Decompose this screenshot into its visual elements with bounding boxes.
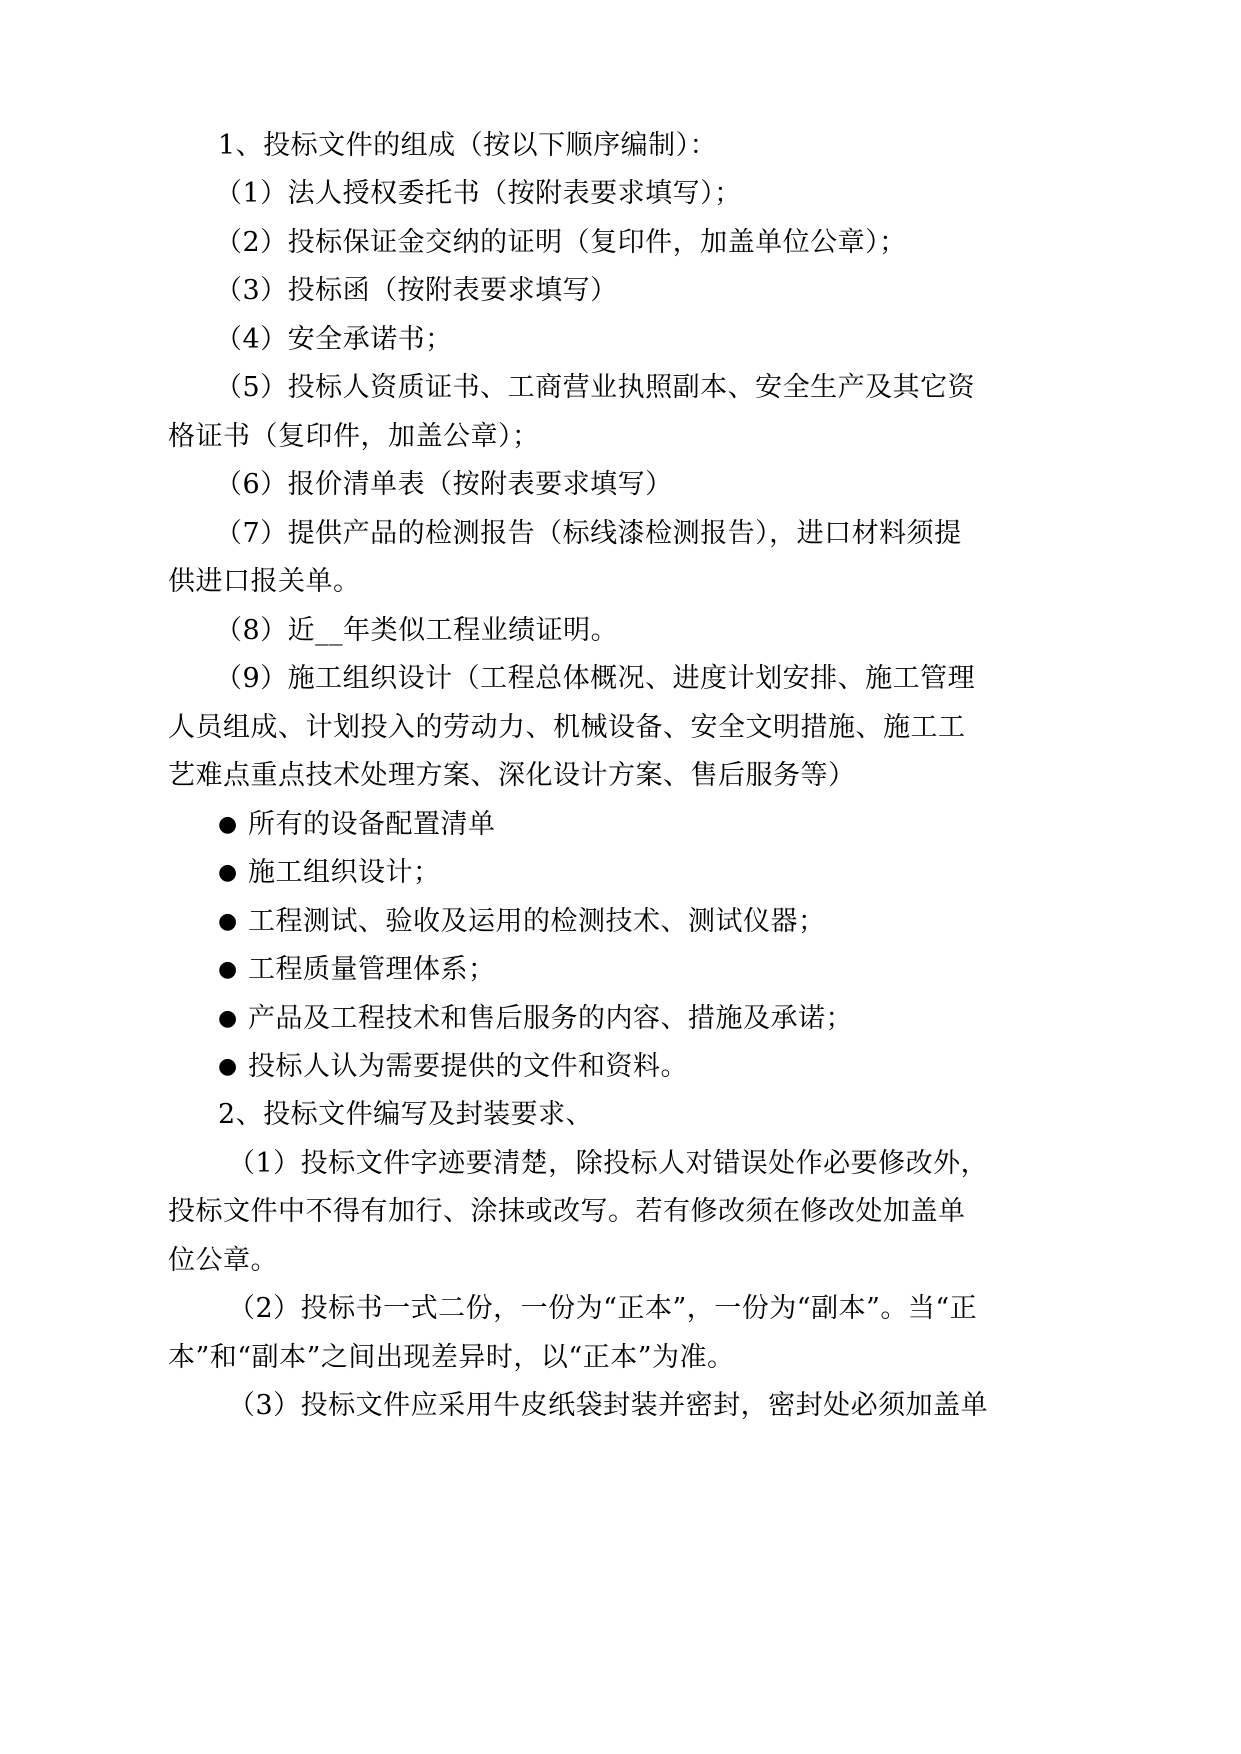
bullet-icon: ● <box>218 1054 238 1079</box>
list-item: （8）近__年类似工程业绩证明。 <box>215 615 619 646</box>
bullet-item: 施工组织设计； <box>248 857 441 888</box>
bullet-item: 工程质量管理体系； <box>248 954 496 985</box>
bullet-item: 投标人认为需要提供的文件和资料。 <box>248 1051 688 1082</box>
list-item: （1）投标文件字迹要清楚，除投标人对错误处作必要修改外， <box>228 1148 989 1179</box>
list-item: （5）投标人资质证书、工商营业执照副本、安全生产及其它资 <box>215 372 976 403</box>
bullet-item: 产品及工程技术和售后服务的内容、措施及承诺； <box>248 1003 853 1034</box>
list-item: （4）安全承诺书； <box>215 324 453 355</box>
bullet-item: 工程测试、验收及运用的检测技术、测试仪器； <box>248 906 826 937</box>
list-item-continuation: 本”和“副本”之间出现差异时，以“正本”为准。 <box>168 1342 735 1373</box>
list-item: （9）施工组织设计（工程总体概况、进度计划安排、施工管理 <box>215 663 976 694</box>
list-item-continuation: 人员组成、计划投入的劳动力、机械设备、安全文明措施、施工工 <box>168 712 966 743</box>
list-item-continuation: 艺难点重点技术处理方案、深化设计方案、售后服务等） <box>168 760 856 791</box>
list-item: （2）投标书一式二份，一份为“正本”，一份为“副本”。当“正 <box>228 1293 978 1324</box>
bullet-item: 所有的设备配置清单 <box>248 809 496 840</box>
list-item: （3）投标文件应采用牛皮纸袋封装并密封，密封处必须加盖单 <box>228 1390 989 1421</box>
bullet-icon: ● <box>218 1006 238 1031</box>
bullet-icon: ● <box>218 957 238 982</box>
list-item: （2）投标保证金交纳的证明（复印件，加盖单位公章）； <box>215 227 907 258</box>
bullet-icon: ● <box>218 909 238 934</box>
list-item-continuation: 位公章。 <box>168 1245 278 1276</box>
list-item: （1）法人授权委托书（按附表要求填写）； <box>215 178 742 209</box>
list-item-continuation: 格证书（复印件，加盖公章）； <box>168 421 540 452</box>
list-item: （3）投标函（按附表要求填写） <box>215 275 618 306</box>
section-heading: 2、投标文件编写及封装要求、 <box>218 1099 594 1130</box>
list-item: （6）报价清单表（按附表要求填写） <box>215 469 673 500</box>
section-heading: 1、投标文件的组成（按以下顺序编制）： <box>218 130 718 161</box>
list-item: （7）提供产品的检测报告（标线漆检测报告），进口材料须提 <box>215 518 962 549</box>
bullet-icon: ● <box>218 812 238 837</box>
list-item-continuation: 投标文件中不得有加行、涂抹或改写。若有修改须在修改处加盖单 <box>168 1196 966 1227</box>
bullet-icon: ● <box>218 860 238 885</box>
list-item-continuation: 供进口报关单。 <box>168 566 361 597</box>
